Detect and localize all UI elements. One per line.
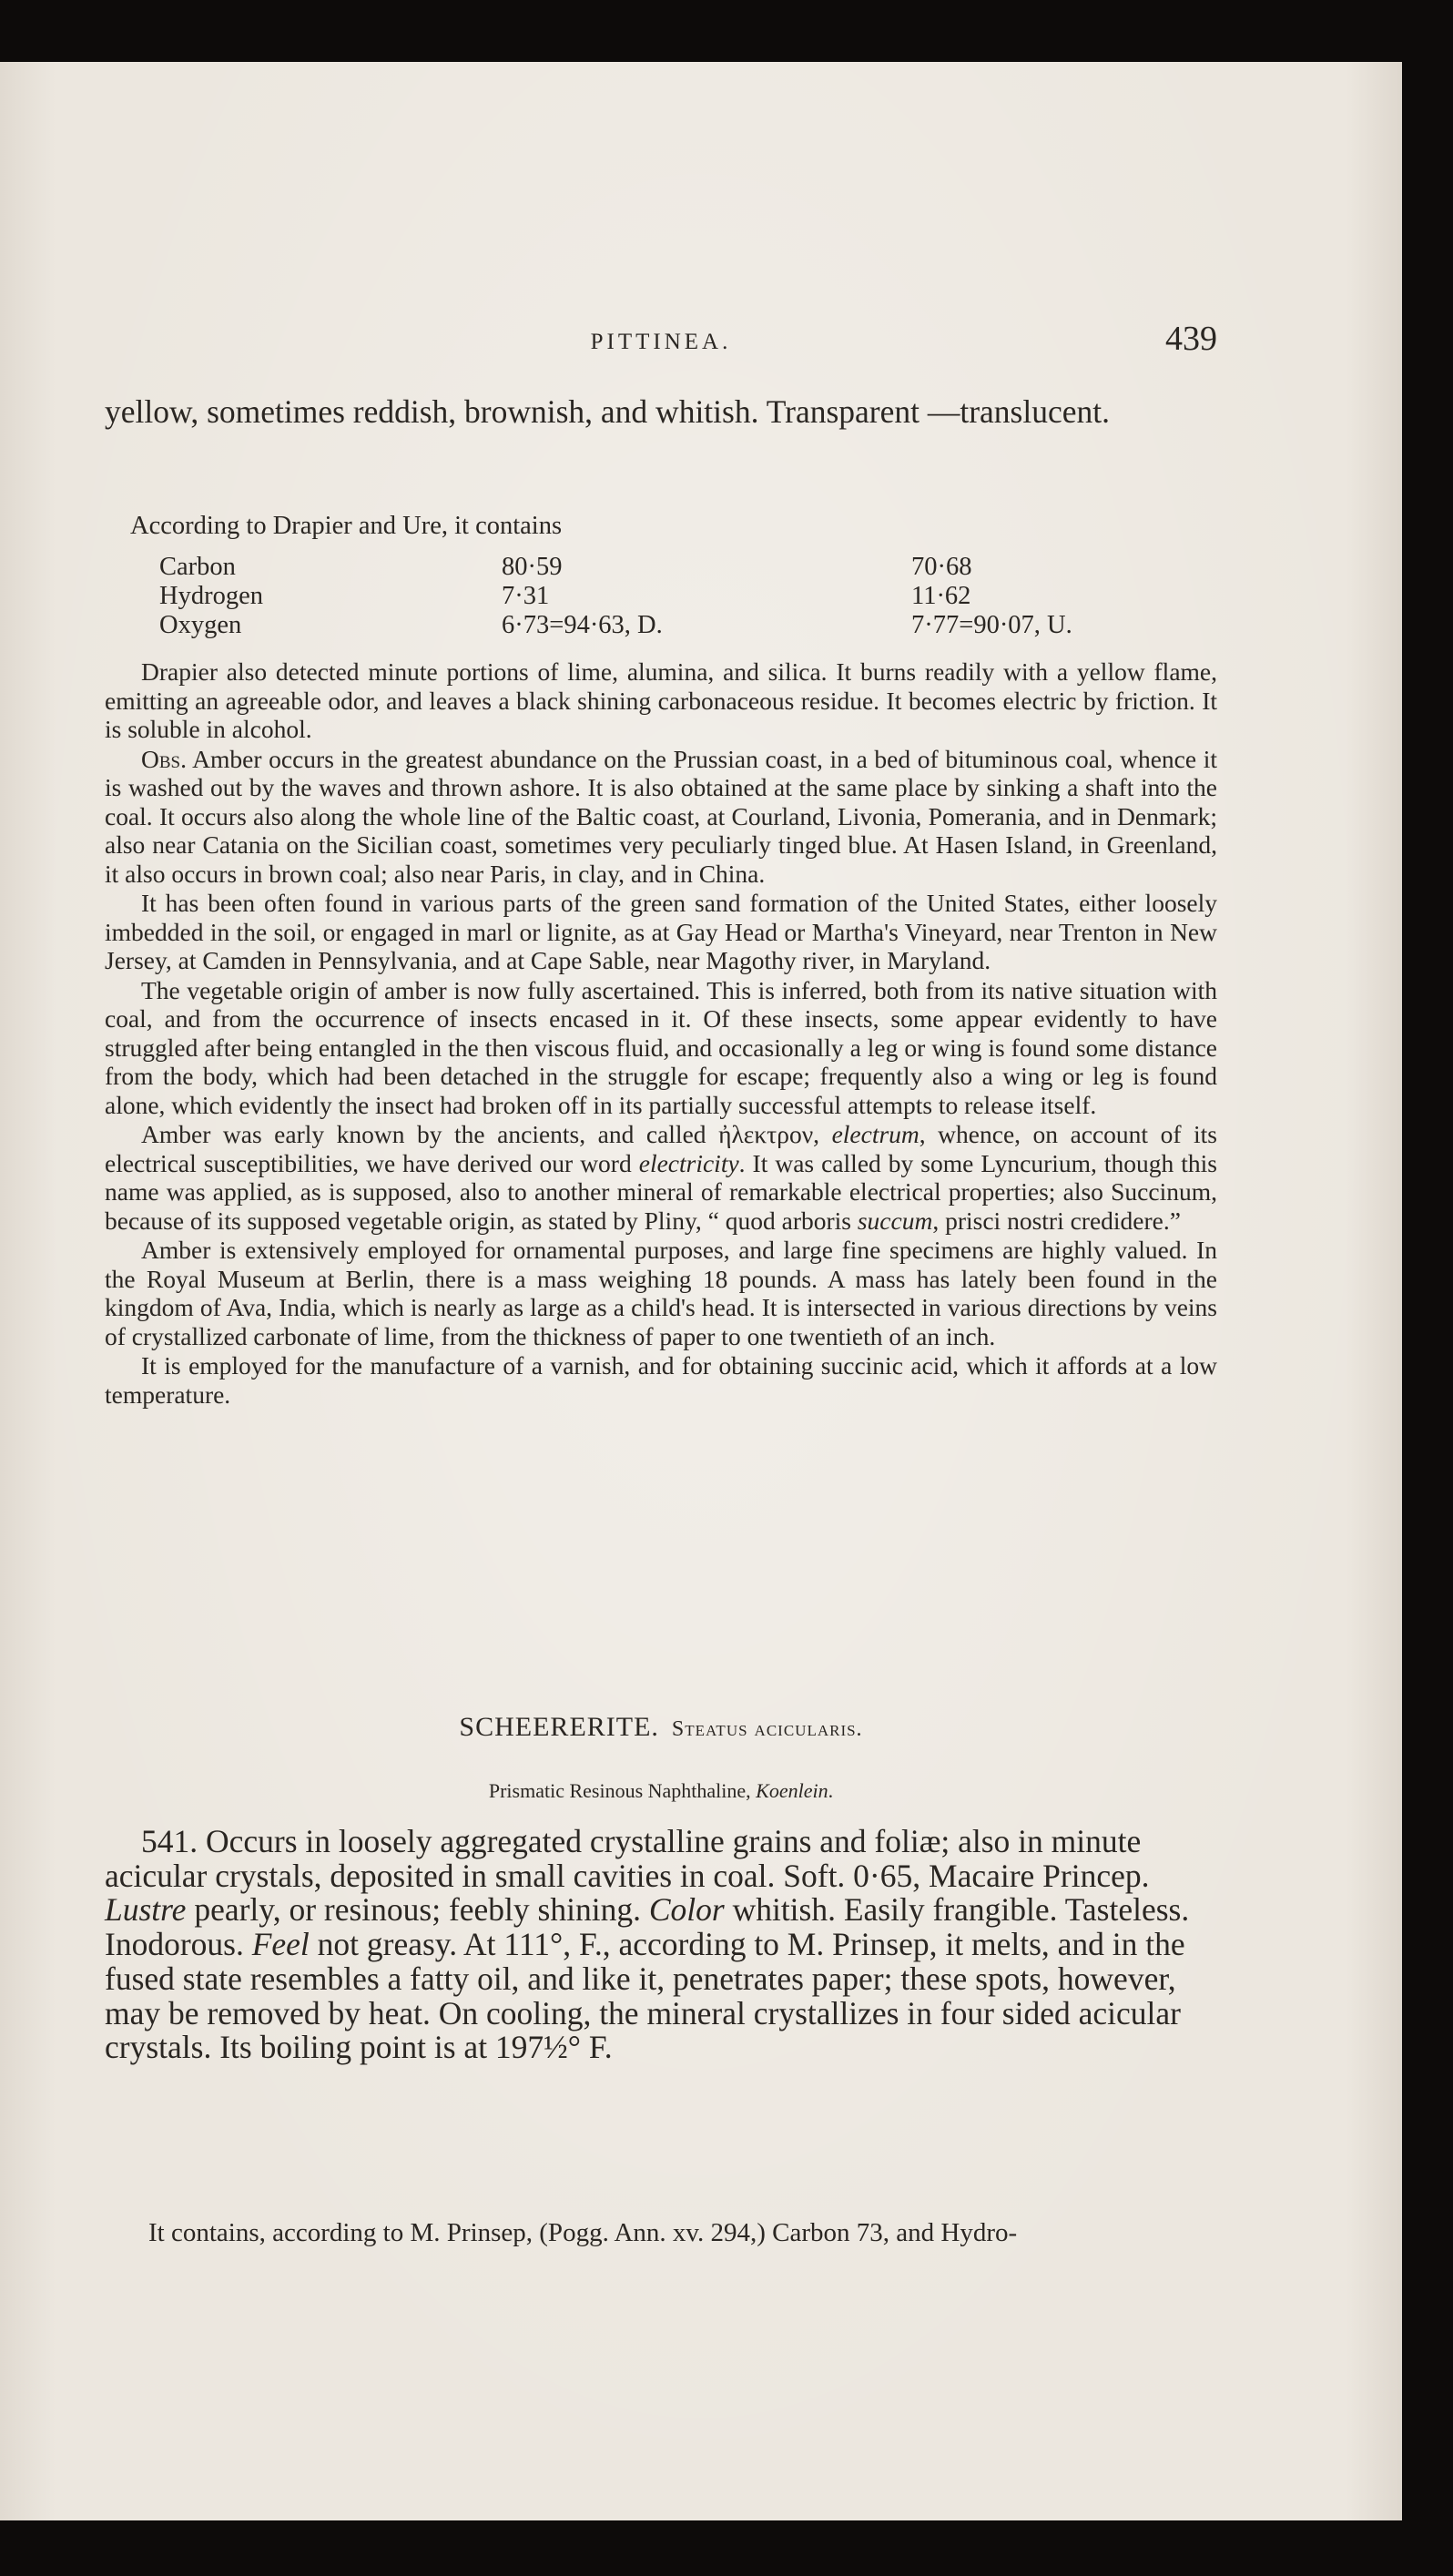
- paragraph-uses: Amber is extensively employed for ornamental purposes, and large fine specimens are highly valued. In the Royal Museum at Berlin, there is a mass weighing 18 pounds. A mass has lately been found in the kingdom of Ava, India, which is nearly as large as a child's head. It is intersected in various directions by veins of crystallized carbonate of lime, from the thickness of paper to one twentieth of an inch.: [105, 1236, 1217, 1350]
- lustre-label: Lustre: [105, 1891, 187, 1929]
- running-title: PITTINEA.: [590, 330, 732, 354]
- article-text-b: pearly, or resinous; feebly shining.: [194, 1891, 641, 1929]
- electricity-word: electricity: [638, 1148, 739, 1177]
- history-text-b: , whence, on account of its electrical susceptibilities, we have derived our word: [105, 1120, 1218, 1177]
- paragraph-observations: [105, 745, 1217, 889]
- feel-label: Feel: [251, 1926, 310, 1963]
- subtitle-end: .: [828, 1779, 834, 1802]
- element-name: Carbon: [159, 553, 236, 581]
- section-title: SCHEERERITE.: [459, 1712, 659, 1742]
- history-text-d: , prisci nostri credidere.”: [932, 1206, 1181, 1235]
- running-head: [105, 320, 1217, 362]
- composition-row: [159, 553, 1161, 582]
- paragraph-vegetable-origin: The vegetable origin of amber is now fully ascertained. This is inferred, both from its native situation with coal, and from the occurrence of insects encased in it. Of these insects, some appear evidently to have struggled after being entangled in the then viscous fluid, and occasionally a leg or wing is found some distance from the body, which had been detached in the struggle for escape; frequently also a wing or leg is found alone, which evidently the insect had broken off in its partially successful attempts to release itself.: [105, 975, 1217, 1119]
- ure-value: 70·68: [911, 553, 972, 581]
- ure-value: 11·62: [911, 582, 971, 610]
- article-paragraph: [105, 1825, 1217, 2065]
- greek-comma: ,: [813, 1120, 820, 1148]
- amber-paragraphs: [105, 657, 1217, 1410]
- color-label: Color: [648, 1891, 725, 1929]
- element-name: Oxygen: [159, 611, 242, 639]
- paragraph-properties: Drapier also detected minute portions of lime, alumina, and silica. It burns readily with a yellow flame, emitting an agreeable odor, and leaves a black shining carbonaceous residue. It becomes electric by friction. It is soluble in alcohol.: [105, 657, 1217, 743]
- succum-word: succum: [857, 1206, 933, 1235]
- scheererite-article: [105, 1825, 1217, 2065]
- paragraph-varnish: It is employed for the manufacture of a varnish, and for obtaining succinic acid, which it affords at a low temperature.: [105, 1351, 1217, 1409]
- greek-word: ἠλεκτρον: [718, 1120, 814, 1148]
- ure-value: 7·77=90·07, U.: [911, 611, 1072, 639]
- article-text-c: whitish. Easily frangible. Tasteless. Inodorous.: [105, 1891, 1190, 1963]
- drapier-value: 6·73=94·63, D.: [502, 611, 663, 639]
- electrum-word: electrum: [831, 1120, 920, 1148]
- book-page: [0, 62, 1402, 2520]
- last-line: It contains, according to M. Prinsep, (Pogg. Ann. xv. 294,) Carbon 73, and Hydro-: [148, 2218, 1018, 2247]
- drapier-value: 80·59: [502, 553, 563, 581]
- history-text-c: . It was called by some Lyncurium, though this name was applied, as is supposed, also to another mineral of remarkable electrical properties; also Succinum, because of its supposed vegetable origin, as stated by Pliny, “ quod arboris: [105, 1148, 1218, 1235]
- page-number: 439: [1165, 320, 1217, 358]
- composition-row: [159, 582, 1161, 611]
- section-subtitle: [105, 1779, 1217, 1803]
- paragraph-history: [105, 1120, 1217, 1235]
- article-text-d: not greasy. At 111°, F., according to M. Prinsep, it melts, and in the fused state resembles a fatty oil, and like it, penetrates paper; these spots, however, may be removed by heat. On cooling, the mineral crystallizes in four sided acicular crystals. Its boiling point is at 197½° F.: [105, 1926, 1185, 2066]
- drapier-value: 7·31: [502, 582, 550, 610]
- composition-intro: According to Drapier and Ure, it contains: [130, 512, 563, 540]
- composition-table: [159, 553, 1161, 640]
- continuation-text: yellow, sometimes reddish, brownish, and whitish. Transparent —translucent.: [105, 393, 1110, 430]
- section-heading: [105, 1712, 1217, 1743]
- history-text-a: Amber was early known by the ancients, and called: [141, 1120, 706, 1148]
- subtitle-author: Koenlein: [756, 1779, 828, 1802]
- obs-text: Amber occurs in the greatest abundance on the Prussian coast, in a bed of bituminous coal, whence it is washed out by the waves and thrown ashore. It is also obtained at the same place by sinking a shaft into the coal. It occurs also along the whole line of the Baltic coast, at Courland, Livonia, Pomerania, and in Denmark; also near Catania on the Sicilian coast, sometimes very peculiarly tinged blue. At Hasen Island, in Greenland, it also occurs in brown coal; also near Paris, in clay, and in China.: [105, 744, 1217, 888]
- element-name: Hydrogen: [159, 582, 263, 610]
- obs-label: Obs.: [141, 744, 187, 773]
- paragraph-united-states: It has been often found in various parts of the green sand formation of the United States, either loosely imbedded in the soil, or engaged in marl or lignite, as at Gay Head or Martha's Vineyard, near Trenton in New Jersey, at Camden in Pennsylvania, and at Cape Sable, near Magothy river, in Maryland.: [105, 889, 1217, 974]
- subtitle-text: Prismatic Resinous Naphthaline,: [488, 1779, 751, 1802]
- section-latin-name: Steatus acicularis.: [671, 1717, 863, 1741]
- composition-row: [159, 611, 1161, 640]
- article-text-a: 541. Occurs in loosely aggregated crystalline grains and foliæ; also in minute acicular crystals, deposited in small cavities in coal. Soft. 0·65, Macaire Princep.: [105, 1823, 1150, 1894]
